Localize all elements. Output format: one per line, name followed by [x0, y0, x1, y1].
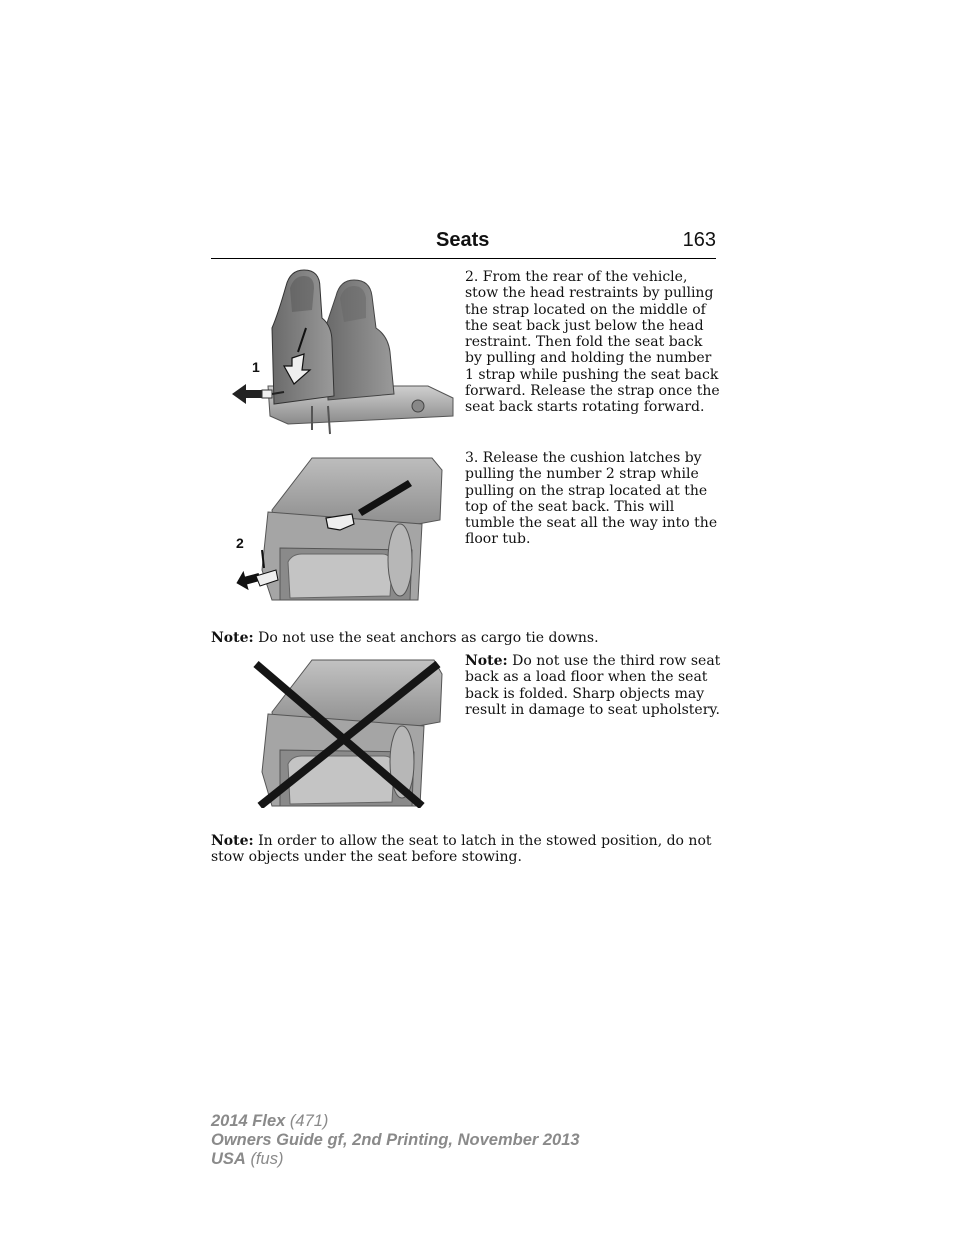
- note-label: Note:: [211, 630, 254, 646]
- step-3-text: 3. Release the cushion latches by pulling the number 2 strap while pulling on the strap located at the top of the seat back. This will tumble the seat all the way into the floor tub.: [465, 450, 718, 548]
- note-load-floor: [465, 653, 721, 718]
- note-body: In order to allow the seat to latch in the stowed position, do not stow objects under the seat before stowing.: [211, 833, 712, 866]
- footer-line-2: [211, 1131, 580, 1150]
- seat-tumble-illustration: [232, 450, 446, 606]
- callout-2: 2: [236, 535, 244, 551]
- note-body: Do not use the third row seat back as a load floor when the seat back is folded. Sharp objects may result in damage to seat upholstery.: [465, 653, 721, 718]
- footer-region: USA: [211, 1150, 246, 1168]
- header-divider: [211, 258, 716, 259]
- page-number: 163: [682, 229, 716, 251]
- figure-seat-fold: [228, 266, 456, 438]
- step-2-text: 2. From the rear of the vehicle, stow the head restraints by pulling the strap located on the middle of the seat back just below the head restraint. Then fold the seat back by pulling and holding the number 1 strap while pushing the seat back forward. Release the strap once the seat back starts rotating forward.: [465, 269, 720, 416]
- footer-printing: Owners Guide gf, 2nd Printing, November 2013: [211, 1131, 580, 1149]
- note-stowed-position: [211, 833, 716, 866]
- callout-1: 1: [252, 359, 260, 375]
- crossed-seat-illustration: [252, 656, 446, 808]
- section-title: Seats: [436, 229, 490, 251]
- note-body: Do not use the seat anchors as cargo tie downs.: [258, 630, 599, 646]
- note-cargo-tie-downs: [211, 630, 716, 646]
- footer-code: (471): [289, 1112, 329, 1130]
- note-label: Note:: [211, 833, 254, 849]
- note-label: Note:: [465, 653, 508, 669]
- footer-region-code: (fus): [250, 1150, 284, 1168]
- footer-line-1: [211, 1112, 580, 1131]
- footer-model: 2014 Flex: [211, 1112, 286, 1130]
- seat-fold-illustration: [228, 266, 456, 438]
- figure-do-not-load: [252, 656, 446, 808]
- footer: [211, 1112, 580, 1169]
- footer-line-3: [211, 1150, 580, 1169]
- figure-seat-tumble: [232, 450, 446, 606]
